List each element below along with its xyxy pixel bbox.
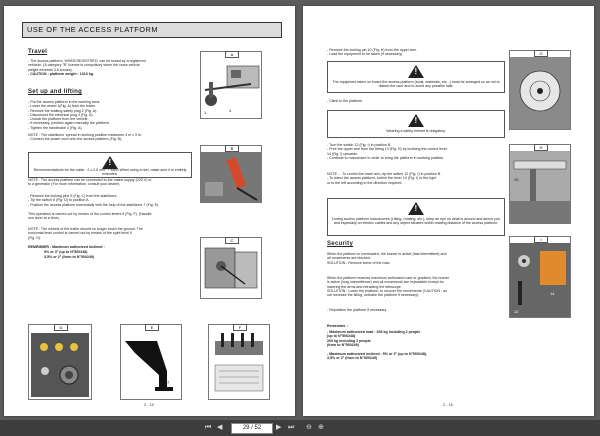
platform-controls-illustration: [510, 243, 570, 317]
svg-text:7: 7: [167, 380, 170, 385]
svg-text:14: 14: [550, 291, 555, 296]
remember-line-1: 5% or 3° (up to N°500248): [44, 250, 88, 254]
security-heading: Security: [327, 241, 354, 247]
section-title-box: [22, 22, 282, 38]
warning-cable: ! Recommendations for the cable : 2 x 2.5 mm² + earth When using a reel, make sure it is entirely extended.: [28, 152, 192, 178]
warning-cable-text: Recommendations for the cable : 2 x 2.5 mm² + earth When using a reel, make sure it is entirely extended.: [33, 168, 187, 177]
svg-text:10: 10: [514, 177, 519, 182]
svg-text:4: 4: [229, 108, 232, 113]
setup-heading: Set up and lifting: [28, 89, 83, 95]
control-panel-illustration: [29, 331, 91, 399]
upper-arm-fitting-illustration: [510, 151, 570, 223]
figure-f-label: F: [233, 324, 247, 331]
document-page-left: [4, 6, 295, 416]
next-page-icon[interactable]: ▶: [276, 424, 282, 431]
page-indicator[interactable]: 29 / 52: [231, 423, 273, 434]
warning-lines-text: During access platform manoeuvres (Lifting, rotating, etc.), keep an eye on what is around and above you and especially on electric cables and any object situated within rotating distance of the access platform.: [332, 217, 500, 226]
travel-heading: Travel: [28, 49, 48, 55]
figure-b-label: B: [225, 145, 239, 152]
figure-i: [509, 236, 571, 318]
figure-i-label: I: [534, 236, 548, 243]
previous-page-icon[interactable]: ◀: [217, 424, 223, 431]
travel-caution: - CAUTION : platform weight : 1310 kg.: [28, 72, 94, 76]
figure-f: [208, 324, 270, 400]
wheels-note: NOTE : The wheels of the trailer should no longer touch the ground. The horizontal level control is carried out by means of the spirit level 9 (Fig. G).: [28, 227, 143, 240]
stabilizer-pin-illustration: [201, 244, 261, 298]
zoom-out-icon[interactable]: ⊖: [306, 424, 312, 431]
max-incline: - Maximum authorized inclined : 5% or 3° (up to N°500248), 3,5% or 2° (from to N°500249): [327, 352, 428, 361]
power-socket-illustration: [201, 152, 261, 202]
figure-b: [200, 145, 262, 203]
manual-text: This operation is carried out by means of the control levers 6 (Fig. F). (Handle one lever at a time).: [28, 212, 152, 221]
security-gradient: When the platform reaches maximum authorized cant or gradient, the buzzer is active (long intermittence) and all movements are impossible except for lowering the arms and retracting the telescope. SOLUTION : Lower the platform, to recover the movements (CAUTION : do not increase the tilting, unbrake the platform if necessary).: [327, 276, 450, 298]
warning-equipment-text: The equipment taken on board the access platform (tools, materials, etc...) must be arranged so as not to disturb the user and to avoid any possible falls.: [332, 80, 500, 89]
pins-steps: - Remove the locking pins 5 (Fig. C) from the stabilizers. - Tip the switch 8 (Fig. D) to position A. - Position the access platform horizontally with the help of the stabilizers 7 (Fig. E).: [28, 194, 160, 207]
figure-d-label: D: [54, 324, 68, 331]
figure-c: [200, 237, 262, 299]
control-levers-illustration: [209, 331, 269, 399]
trailer-hitch-illustration: [201, 58, 261, 118]
figure-h: [509, 144, 571, 224]
reposition-step: - Reposition the platform if necessary.: [327, 308, 388, 312]
turn-steps: - Turn the switch 12 (Fig. I) in position B. - Free the upper arm from the fitting 13 (Fig. H) by inclining the control lever 14 (Fig. I) upwards. - Continue to manoeuvre in order to bring the platform in working position.: [327, 143, 448, 160]
svg-text:12: 12: [514, 309, 519, 314]
page-number-right: 2 - 16: [443, 403, 453, 407]
stabilizer-leg-illustration: [121, 331, 181, 399]
figure-g-label: G: [534, 50, 548, 57]
page-number-left: 2 - 15: [144, 403, 154, 407]
note-control: NOTE : - To control the lower arm, tip the switch 12 (Fig. I) in position B. - To direct the access platform, incline the lever 14 (Fig. I) to the right or to the left according to the direction required.: [327, 172, 442, 185]
max-load: - Maximum authorized load : 265 kg including 2 people (up to N°500248) 200 kg including 2 people (from to N°500249): [327, 330, 421, 347]
warning-helmet-text: Wearing a safety helmet is obligatory.: [386, 129, 446, 133]
last-page-icon[interactable]: ⏭: [288, 424, 295, 431]
figure-g: [509, 50, 571, 130]
svg-text:1: 1: [204, 110, 207, 115]
travel-text: - The access platform, WHEN REGISTRED, can be towed by a registered vehicule. (A category "B" licence is compulsory when the cross vehicle weight exceeds 3.5 tonnes).: [28, 59, 146, 72]
spirit-level-illustration: [510, 57, 570, 129]
viewer-toolbar: [0, 420, 600, 436]
document-page-right: [303, 6, 594, 416]
first-page-icon[interactable]: ⏮: [205, 424, 212, 431]
security-overload: When the platform is overloaded, the buzzer is active (fast intermittent) and all movements are blocked. SOLUTION : Remove some of the load.: [327, 252, 447, 265]
warning-lines: ! During access platform manoeuvres (Lifting, rotating, etc.), keep an eye on what is around and above you and especially on electric cables and any object situated within rotating distance of the access platform.: [327, 198, 505, 236]
figure-h-label: H: [534, 144, 548, 151]
page-title: USE OF THE ACCESS PLATFORM: [27, 25, 158, 34]
figure-e: [120, 324, 182, 400]
remember-heading: REMEMBER : Maximum authorized inclined :: [28, 245, 105, 249]
figure-d: [28, 324, 92, 400]
figure-a-label: A: [225, 51, 239, 58]
figure-a: [200, 51, 262, 119]
warning-helmet: ! Wearing a safety helmet is obligatory.: [327, 110, 505, 138]
top-steps: - Remove the locking pin 10 (Fig. H) from the upper arm. - Load the equipment to be taken (if necessary).: [327, 48, 418, 57]
setup-steps: - Put the access platform in the working area. - Lower the wheel 1(Fig. A) from the trailer. - Remove the braking safety plug 2 (Fig. A). - Disconnect the electrical plug 3 (Fig. A). - Unlock the platform from the vehicle. - If necessary, position again manually the platform. - Tighten the handbrake 4 (Fig. A).: [28, 100, 110, 130]
figure-e-label: E: [145, 324, 159, 331]
remember-line-2: 3,5% or 2° (from to N°500249): [44, 255, 95, 259]
generator-note: NOTE : The access platform can be connected to the mains supply (220 V) or to a generator (For more information, consult your dealer).: [28, 178, 152, 187]
figure-c-label: C: [225, 237, 239, 244]
note-stabilizers: NOTE : The stabilizers' spread in working position measures 3 m x 3 m. - Connect the power cord onto the access platform (Fig. B).: [28, 133, 142, 142]
warning-equipment: ! The equipment taken on board the access platform (tools, materials, etc...) must be arranged so as not to disturb the user and to avoid any possible falls.: [327, 61, 505, 93]
climb-step: - Climb in the platform.: [327, 99, 364, 103]
zoom-in-icon[interactable]: ⊕: [318, 424, 324, 431]
remember-heading-right: Remember :: [327, 324, 348, 328]
